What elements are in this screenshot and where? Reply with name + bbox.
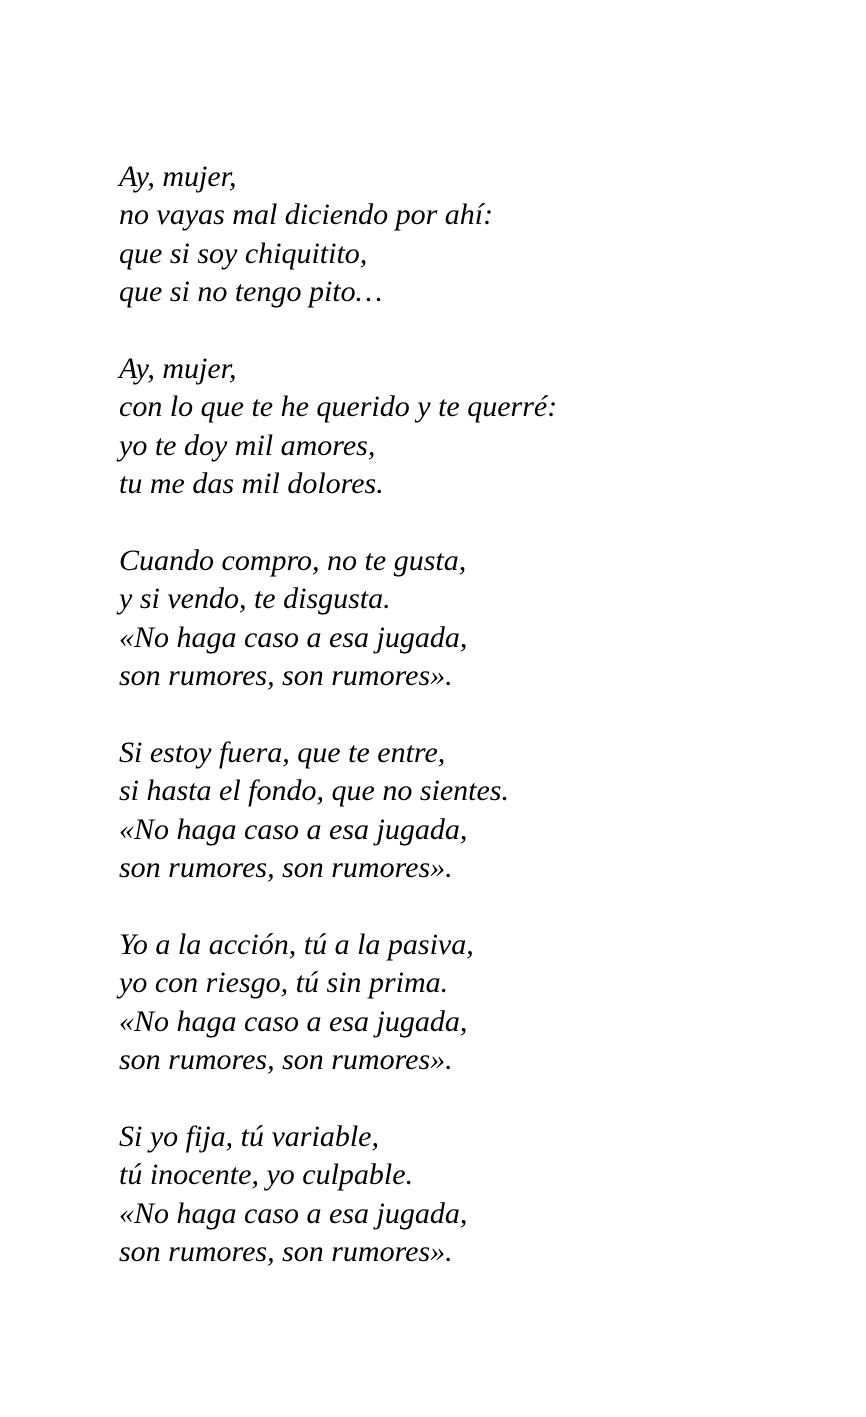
poem-line: Ay, mujer, — [119, 160, 237, 193]
poem-page — [119, 158, 819, 1272]
poem-line: «No haga caso a esa jugada, — [119, 620, 468, 654]
poem-line: «No haga caso a esa jugada, — [119, 812, 468, 846]
stanza-3 — [119, 542, 819, 696]
poem-line: que si no tengo pito… — [119, 275, 383, 309]
stanza-1 — [119, 158, 819, 312]
poem-line: son rumores, son rumores». — [119, 659, 453, 693]
poem-line: Si estoy fuera, que te entre, — [119, 736, 446, 770]
poem-line: son rumores, son rumores». — [119, 851, 453, 885]
poem-line: tú inocente, yo culpable. — [119, 1158, 414, 1192]
poem-line: Si yo fija, tú variable, — [119, 1120, 379, 1154]
poem-line: yo con riesgo, tú sin prima. — [119, 966, 449, 1000]
poem-line: Ay, mujer, — [119, 352, 237, 386]
poem-line: con lo que te he querido y te querré: — [119, 390, 558, 424]
poem-line: Cuando compro, no te gusta, — [119, 544, 467, 578]
poem-line: «No haga caso a esa jugada, — [119, 1196, 468, 1230]
stanza-5 — [119, 926, 819, 1080]
stanza-6 — [119, 1118, 819, 1272]
poem-line: no vayas mal diciendo por ahí: — [119, 198, 494, 232]
poem-line: son rumores, son rumores». — [119, 1235, 453, 1269]
poem-line: si hasta el fondo, que no sientes. — [119, 774, 509, 808]
poem-line: tu me das mil dolores. — [119, 467, 384, 501]
poem-line: son rumores, son rumores». — [119, 1043, 453, 1077]
poem-line: Yo a la acción, tú a la pasiva, — [119, 928, 474, 962]
poem-line: que si soy chiquitito, — [119, 236, 368, 270]
stanza-2 — [119, 350, 819, 504]
poem-line: «No haga caso a esa jugada, — [119, 1004, 468, 1038]
poem-line: y si vendo, te disgusta. — [119, 582, 391, 616]
stanza-4 — [119, 734, 819, 888]
poem-line: yo te doy mil amores, — [119, 428, 376, 462]
